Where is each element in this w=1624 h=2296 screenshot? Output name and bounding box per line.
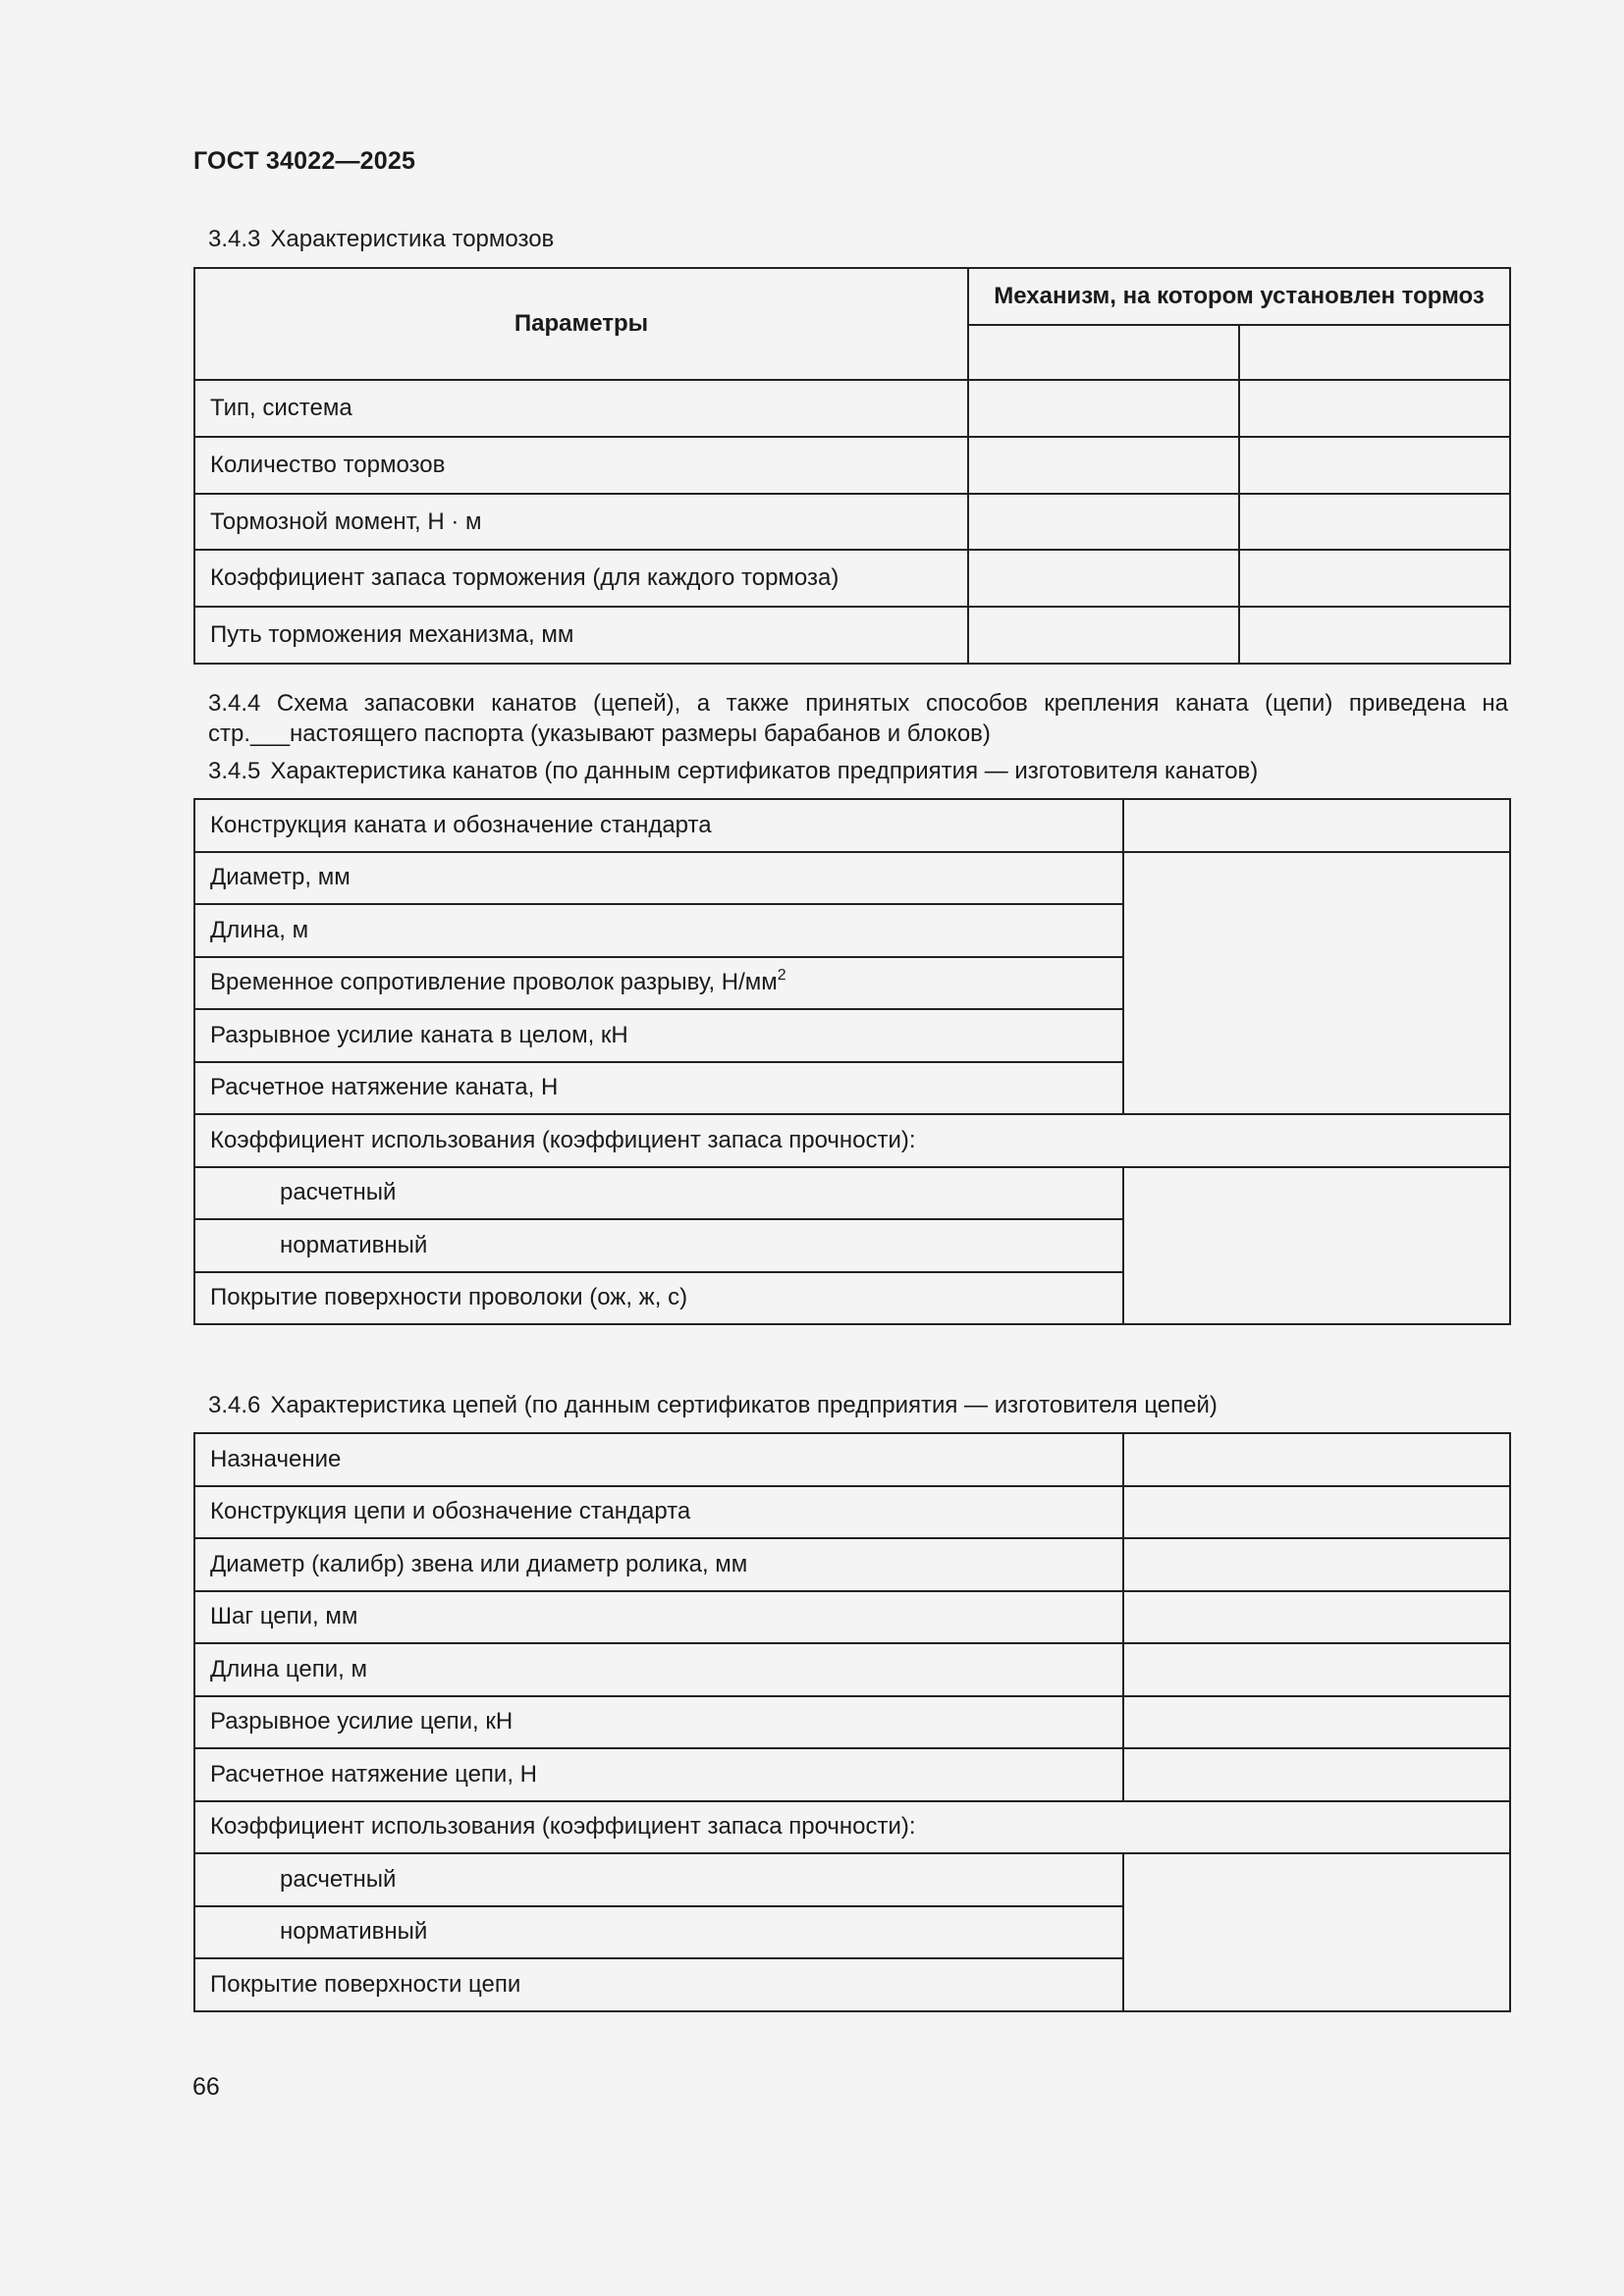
table-row-label: Расчетное натяжение цепи, Н (194, 1748, 1123, 1801)
table-row-label: Диаметр (калибр) звена или диаметр ролика, мм (194, 1538, 1123, 1591)
section-3-4-4-paragraph: 3.4.4 Схема запасовки канатов (цепей), а также принятых способов крепления каната (цепи) приведена на стр.___настоящего паспорта (указывают размеры барабанов и блоков) (208, 690, 1508, 747)
table-row-label: Конструкция цепи и обозначение стандарта (194, 1486, 1123, 1539)
header-mechanism: Механизм, на котором установлен тормоз (968, 268, 1510, 325)
table-cell (968, 494, 1239, 550)
section-title: Характеристика цепей (по данным сертификатов предприятия — изготовителя цепей) (270, 1392, 1218, 1418)
section-title: Характеристика тормозов (270, 226, 555, 252)
table-row-label: Количество тормозов (194, 437, 968, 494)
mechanism-2-column (1239, 325, 1510, 380)
table-cell (968, 550, 1239, 607)
section-3-4-5-heading (208, 756, 1258, 787)
table-row-label: Разрывное усилие цепи, кН (194, 1696, 1123, 1749)
table-row-label: Коэффициент запаса торможения (для каждого тормоза) (194, 550, 968, 607)
table-row-label: Назначение (194, 1433, 1123, 1486)
page-number: 66 (192, 2073, 220, 2101)
table-cell (1123, 1696, 1510, 1749)
table-row-label-text: Временное сопротивление проволок разрыву, Н/мм (210, 969, 778, 996)
ropes-table (193, 798, 1511, 1325)
table-cell (1239, 494, 1510, 550)
section-3-4-6-heading (208, 1390, 1218, 1421)
table-row-label: Длина цепи, м (194, 1643, 1123, 1696)
chains-table (193, 1432, 1511, 2012)
table-row-label: нормативный (194, 1906, 1123, 1959)
table-row-label: Покрытие поверхности цепи (194, 1958, 1123, 2011)
table-cell (968, 380, 1239, 437)
table-row-label: Длина, м (194, 904, 1123, 957)
table-cell (968, 607, 1239, 664)
section-3-4-3-heading (208, 224, 554, 255)
table-row-label: нормативный (194, 1219, 1123, 1272)
brakes-table (193, 267, 1511, 665)
section-number: 3.4.6 (208, 1392, 261, 1418)
merged-value-cell (1123, 852, 1510, 1115)
table-row-label: Тормозной момент, Н · м (194, 494, 968, 550)
table-row-label: Диаметр, мм (194, 852, 1123, 905)
table-cell (1239, 550, 1510, 607)
table-row-label: Коэффициент использования (коэффициент запаса прочности): (194, 1114, 1510, 1167)
table-row-label: Коэффициент использования (коэффициент запаса прочности): (194, 1801, 1510, 1854)
document-header: ГОСТ 34022—2025 (193, 147, 416, 175)
table-row-label (194, 957, 1123, 1010)
table-cell (1239, 380, 1510, 437)
table-row-label: Покрытие поверхности проволоки (ож, ж, с) (194, 1272, 1123, 1325)
mechanism-1-column (968, 325, 1239, 380)
header-parameters: Параметры (194, 268, 968, 380)
table-cell (1123, 1538, 1510, 1591)
merged-value-cell (1123, 1167, 1510, 1325)
table-row-label: расчетный (194, 1167, 1123, 1220)
table-cell (1123, 1748, 1510, 1801)
table-row-label: Шаг цепи, мм (194, 1591, 1123, 1644)
merged-value-cell (1123, 1853, 1510, 2011)
section-number: 3.4.5 (208, 758, 261, 784)
table-cell (1123, 1643, 1510, 1696)
section-number: 3.4.3 (208, 226, 261, 252)
table-cell (1123, 1433, 1510, 1486)
superscript: 2 (777, 967, 786, 985)
table-row-label: Расчетное натяжение каната, Н (194, 1062, 1123, 1115)
table-row-label: расчетный (194, 1853, 1123, 1906)
table-row-label: Разрывное усилие каната в целом, кН (194, 1009, 1123, 1062)
table-row-label: Путь торможения механизма, мм (194, 607, 968, 664)
table-cell (968, 437, 1239, 494)
table-cell (1123, 1591, 1510, 1644)
table-row-label: Конструкция каната и обозначение стандарта (194, 799, 1123, 852)
table-cell (1123, 799, 1510, 852)
table-cell (1239, 607, 1510, 664)
table-cell (1123, 1486, 1510, 1539)
table-cell (1239, 437, 1510, 494)
table-row-label: Тип, система (194, 380, 968, 437)
section-title: Характеристика канатов (по данным сертификатов предприятия — изготовителя канатов) (270, 758, 1259, 784)
